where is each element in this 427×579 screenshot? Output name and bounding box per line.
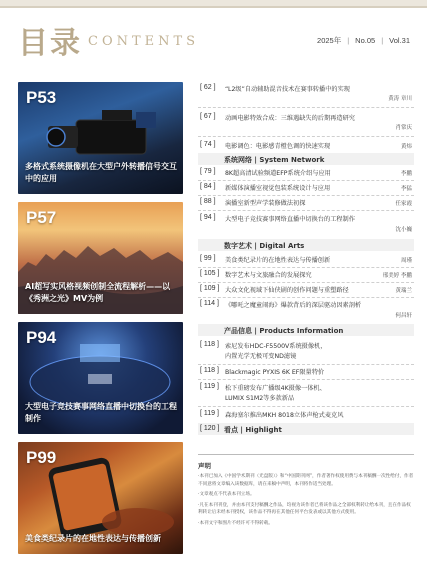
section-header-system-network: [198, 153, 414, 165]
toc-author: 李猛: [400, 186, 412, 192]
toc-page: [ 118 ]: [200, 341, 219, 348]
issue-separator: |: [347, 36, 350, 45]
toc-entry[interactable]: [198, 84, 414, 106]
feature-page-number: P57: [26, 208, 57, 227]
toc-author: 何昌轩: [395, 313, 412, 319]
toc-entry[interactable]: [198, 300, 414, 322]
toc-title: 演播室新型声学装修做法初探: [225, 200, 306, 207]
feature-caption: AI超写实风格视频创制全流程解析——以《秀洲之光》MV为例: [25, 282, 171, 303]
toc-page: [ 119 ]: [200, 410, 219, 417]
toc-page: [ 118 ]: [200, 367, 219, 374]
contents-title-en: CONTENTS: [88, 34, 200, 49]
toc-page: [ 94 ]: [200, 214, 216, 221]
toc-entry[interactable]: [198, 183, 414, 194]
toc-entry[interactable]: [198, 168, 414, 179]
toc-page-number: 74: [203, 141, 212, 148]
notice-paragraph: ·本刊文字和图片不经许可不得转载。: [198, 520, 273, 526]
divider: [198, 406, 414, 407]
toc-page-number: 114: [203, 300, 216, 307]
toc-author: 沈小巍: [395, 227, 412, 233]
toc-entry[interactable]: [198, 341, 414, 363]
feature-caption: 美食类纪录片的在地性表达与传播创新: [25, 534, 161, 543]
toc-entry[interactable]: [198, 383, 414, 405]
feature-page-number: P99: [26, 448, 57, 467]
toc-page-number: 119: [203, 410, 216, 417]
toc-page-number: 79: [203, 168, 212, 175]
toc-page: [ 88 ]: [200, 198, 216, 205]
divider: [198, 297, 414, 298]
toc-title: 大型电子竞技赛事网络直播中切换台的工程制作: [225, 216, 355, 223]
toc-entry[interactable]: [198, 198, 414, 209]
feature-cards: [18, 82, 183, 562]
toc-entry[interactable]: [198, 141, 414, 153]
toc-page: [ 119 ]: [200, 383, 219, 390]
toc-page-number: 120: [203, 425, 216, 432]
toc-author: 黄炜: [400, 144, 412, 150]
notice-title: 声明: [198, 462, 211, 470]
toc-page-number: 109: [203, 285, 216, 292]
toc-title: 8K超高清试验频道EFP系统介绍与应用: [225, 170, 331, 177]
toc-page: [ 67 ]: [200, 113, 216, 120]
toc-page-number: 119: [203, 383, 216, 390]
toc-page-number: 67: [203, 113, 212, 120]
toc-page: [ 79 ]: [200, 168, 216, 175]
toc-author: 黄涛 章川: [388, 96, 412, 102]
toc-page-number: 62: [203, 84, 212, 91]
toc-title: Blackmagic PYXIS 6K EF限量特价: [225, 369, 325, 376]
feature-caption: 大型电子竞技赛事网络直播中切换台的工程制作: [25, 402, 177, 423]
contents-title-cn: 目录: [18, 26, 82, 61]
issue-info: [314, 35, 413, 46]
notice-paragraph: ·文章观点不代表本刊立场。: [198, 492, 255, 498]
feature-caption: 多格式系统摄像机在大型户外转播信号交互中的应用: [25, 162, 177, 183]
toc-page: [ 84 ]: [200, 183, 216, 190]
section-title: 看点 | Highlight: [224, 426, 282, 434]
top-decorative-stripe: [0, 0, 427, 8]
toc-title-line2: 内置光学无极可变ND滤镜: [225, 353, 297, 360]
divider: [198, 136, 414, 137]
issue-year: 2025年: [317, 36, 342, 45]
toc-title: 数字艺术与文旅融合的发展探究: [225, 272, 312, 279]
toc-page-number: 88: [203, 198, 212, 205]
toc-page: [ 74 ]: [200, 141, 216, 148]
feature-card-p99[interactable]: [18, 442, 183, 554]
toc-author: 周瑾: [400, 258, 412, 264]
section-title: 产品信息 | Products Information: [224, 327, 344, 335]
divider: [198, 379, 414, 380]
copyright-notice: [198, 454, 414, 528]
toc-page-number: 118: [203, 367, 216, 374]
toc-title: “L2级”自动辅助混音技术在赛事转播中的实现: [225, 86, 350, 93]
toc-page: [ 109 ]: [200, 285, 220, 292]
toc-author: 肖常庆: [395, 125, 412, 131]
toc-author: 李鹏: [400, 171, 412, 177]
toc-title: 大众文化视域下仙侠剧的创作问题与重塑路径: [225, 287, 349, 294]
divider: [198, 364, 414, 365]
toc-author: 任家霞: [395, 201, 412, 207]
toc-title: 动画电影特效合成：三维遇缺失的后期再造研究: [225, 115, 355, 122]
toc-author: 黄瑞兰: [395, 288, 412, 294]
toc-title: 电影调色：电影感青橙色调的快速实现: [225, 143, 331, 150]
divider: [198, 210, 414, 211]
feature-card-p57[interactable]: [18, 202, 183, 314]
section-header-highlight[interactable]: [198, 423, 414, 435]
divider: [198, 195, 414, 196]
toc-title: 森海塞尔推出MKH 8018立体声枪式麦克风: [225, 412, 344, 419]
toc-entry[interactable]: [198, 367, 414, 378]
issue-separator: |: [381, 36, 384, 45]
feature-card-p94[interactable]: [18, 322, 183, 434]
toc-title: 美食类纪录片的在地性表达与传播创新: [225, 257, 331, 264]
toc-page: [ 62 ]: [200, 84, 216, 91]
toc-page-number: 84: [203, 183, 212, 190]
divider: [198, 267, 414, 268]
feature-page-number: P94: [26, 328, 57, 347]
issue-number: No.05: [355, 36, 376, 45]
toc-entry[interactable]: [198, 255, 414, 266]
toc-title: 松下重磅发布广播级4K摄像一体机、: [225, 385, 326, 392]
toc-entry[interactable]: [198, 270, 414, 281]
section-title: 系统网络 | System Network: [224, 156, 325, 164]
notice-paragraph: ·本刊已加入《中国学术期刊（光盘版）》和“中国期刊网”，作者著作权使用费与本刊稿酬一次性给付，作者不同意将文章编入该数据库，请在来稿中声明，本刊将作适当处理。: [198, 474, 414, 487]
section-title: 数字艺术 | Digital Arts: [224, 242, 305, 250]
toc-title: 索尼发布HDC-F5500V系统摄像机，: [225, 343, 327, 350]
section-header-products: [198, 324, 414, 336]
divider: [198, 107, 414, 108]
notice-paragraph: ·凡在本刊刊登，并由本刊支付稿酬之作品，均视为该作者已将该作品之全部权利转让给本刊，且在作品权利转让后未经本刊授权，该作品不得再在其他任何平台发表或以其他方式使用。: [198, 502, 411, 516]
toc-title: 新媒体演播室视觉包装系统设计与应用: [225, 185, 331, 192]
toc-page: [ 105 ]: [200, 270, 220, 277]
toc-page-number: 105: [203, 270, 216, 277]
feature-card-p53[interactable]: [18, 82, 183, 194]
toc-title: 《哪吒之魔童闹海》爆款背后的深层驱动因素剖析: [225, 302, 362, 309]
page-header: [0, 10, 427, 72]
toc-entry[interactable]: [198, 113, 414, 135]
toc-author: 邢美婷 李鹏: [382, 273, 412, 279]
toc-page: [ 120 ]: [200, 425, 220, 432]
toc-entry[interactable]: [198, 410, 414, 421]
divider: [198, 282, 414, 283]
toc-page: [ 114 ]: [200, 300, 219, 307]
issue-volume: Vol.31: [389, 36, 410, 45]
divider: [198, 180, 414, 181]
toc-entry[interactable]: [198, 214, 414, 236]
toc-page-number: 118: [203, 341, 216, 348]
toc-page: [ 99 ]: [200, 255, 216, 262]
feature-page-number: P53: [26, 88, 57, 107]
toc-page-number: 94: [203, 214, 212, 221]
toc-page-number: 99: [203, 255, 212, 262]
toc-entry[interactable]: [198, 285, 414, 296]
section-header-digital-arts: [198, 239, 414, 251]
toc-title-line2: LUMIX S1M2等多款新品: [225, 395, 295, 402]
